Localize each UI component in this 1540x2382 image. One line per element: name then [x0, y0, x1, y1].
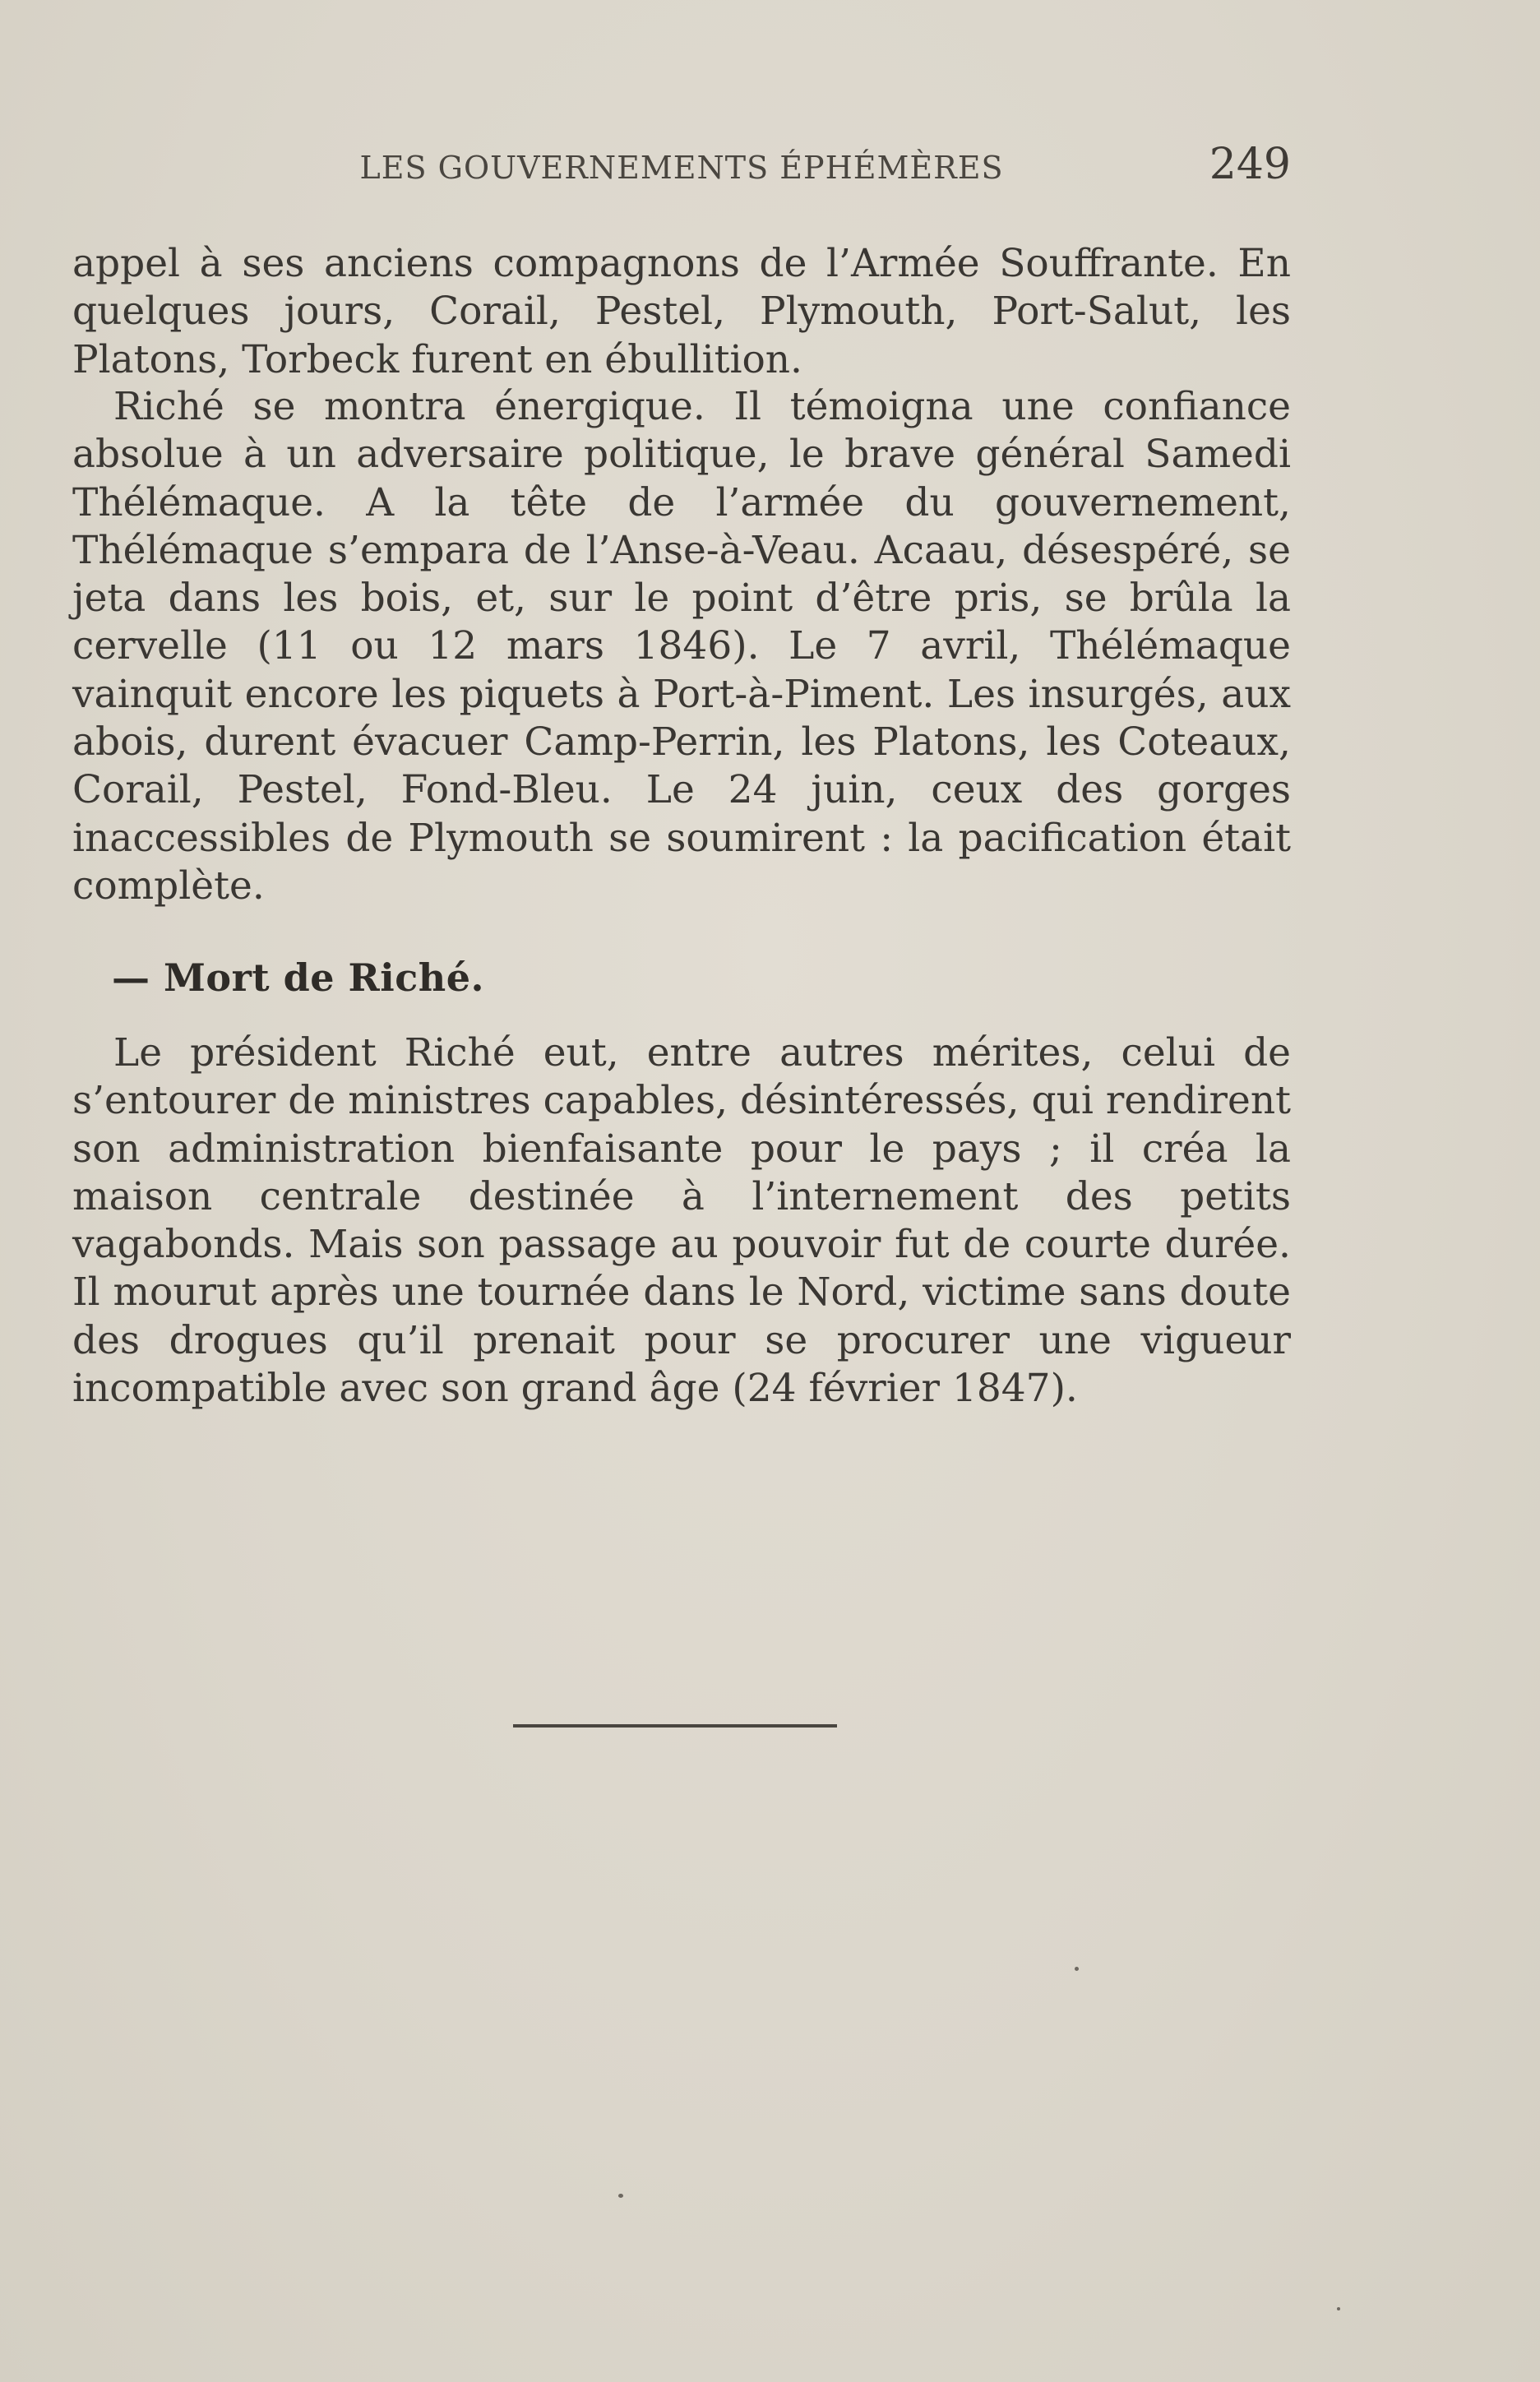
paragraph-continued: [72, 240, 1291, 384]
paper-speck: [1337, 2307, 1340, 2310]
paragraph-text: Le président Riché eut, entre autres mérites, celui de s’entourer de ministres capables, désintéressés, qui rendirent son administration bienfaisante pour le pays ; il créa la maison centrale destinée à l’internement des petits vagabonds. Mais son passage au pouvoir fut de courte durée. Il mourut après une tournée dans le Nord, victime sans doute des drogues qu’il prenait pour se procurer une vigueur incompatible avec son grand âge (24 février 1847).: [72, 1030, 1291, 1412]
running-title: LES GOUVERNEMENTS ÉPHÉMÈRES: [359, 150, 1004, 186]
paragraph-mort-de-riche: [72, 1029, 1291, 1413]
page-number: 249: [1209, 140, 1291, 189]
section-heading: — Mort de Riché.: [112, 955, 484, 1000]
end-rule: [513, 1724, 837, 1728]
running-head: [72, 140, 1291, 189]
paper-speck: [1075, 1967, 1079, 1971]
paragraph-text: Riché se montra énergique. Il témoigna une confiance absolue à un adversaire politique, le brave général Samedi Thélémaque. A la tête de l’armée du gouvernement, Thélémaque s’empara de l’Anse-à-Veau. Acaau, désespéré, se jeta dans les bois, et, sur le point d’être pris, se brûla la cervelle (11 ou 12 mars 1846). Le 7 avril, Thélémaque vainquit encore les piquets à Port-à-Piment. Les insurgés, aux abois, durent évacuer Camp-Perrin, les Platons, les Coteaux, Corail, Pestel, Fond-Bleu. Le 24 juin, ceux des gorges inaccessibles de Plymouth se soumirent : la pacification était complète.: [72, 384, 1291, 909]
paragraph-text: appel à ses anciens compagnons de l’Armée Souffrante. En quelques jours, Corail, Pestel, Plymouth, Port-Salut, les Platons, Torbeck furent en ébullition.: [72, 241, 1291, 382]
paragraph-riche-energique: [72, 383, 1291, 910]
paper-speck: [618, 2194, 623, 2198]
